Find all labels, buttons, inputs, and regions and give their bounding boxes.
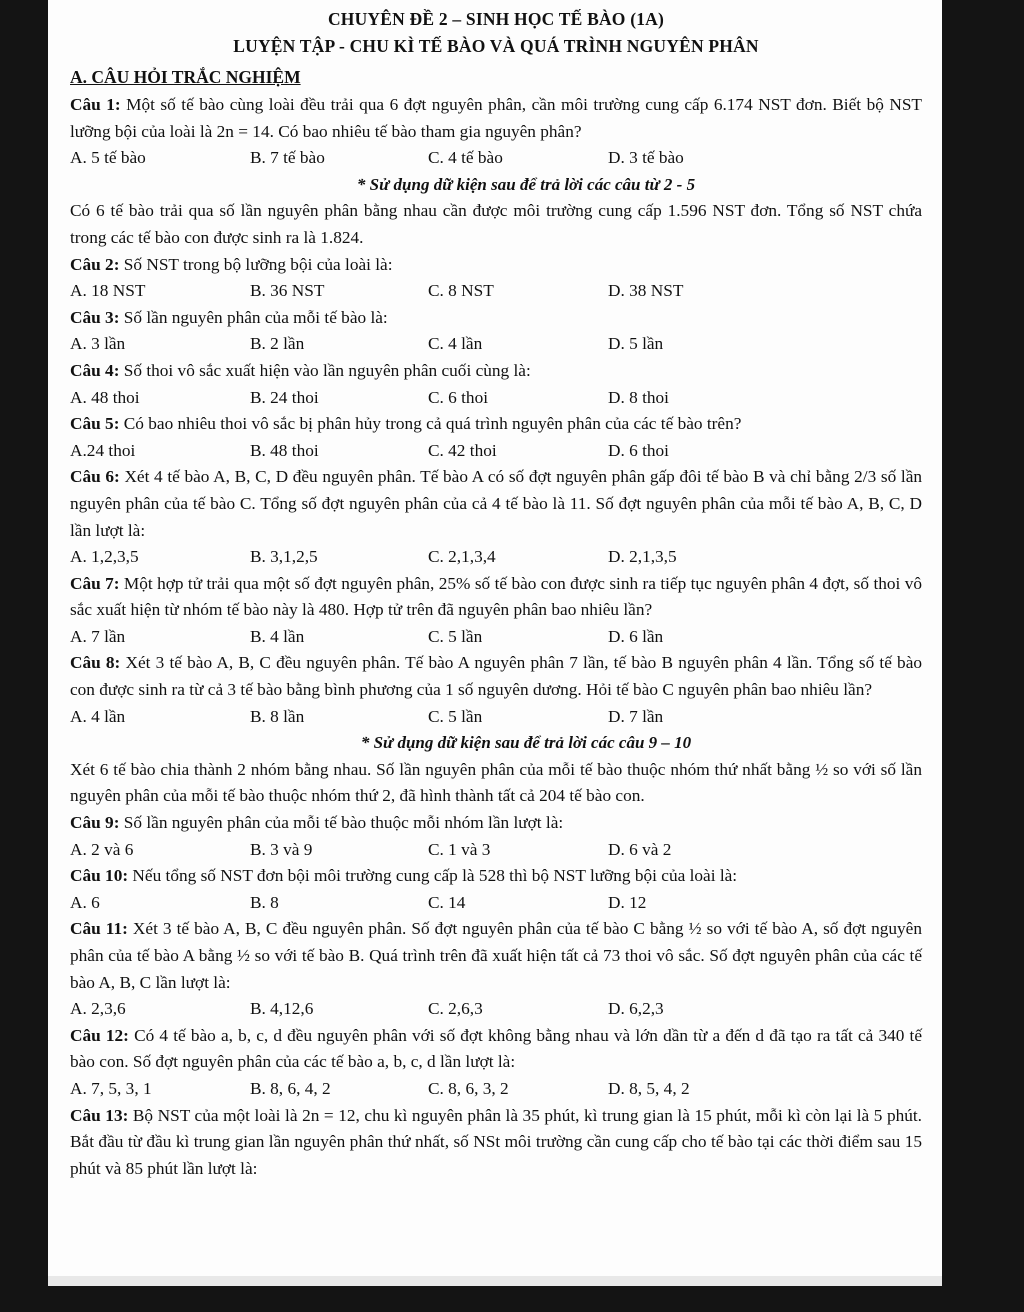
option-c: C. 4 tế bào xyxy=(428,148,503,168)
question-8: Câu 8: Xét 3 tế bào A, B, C đều nguyên phân. Tế bào A nguyên phân 7 lần, tế bào B nguyên phân 4 lần. Tổng số tế bào con được sinh ra từ cả 3 tế bào bằng bình phương của 1 số nguyên dương. Hỏi tế bào C nguyên phân bao nhiêu lần? xyxy=(70,653,923,700)
question-12-options xyxy=(70,1076,922,1103)
question-7-options xyxy=(70,624,922,651)
question-5: Câu 5: Có bao nhiêu thoi vô sắc bị phân hủy trong cả quá trình nguyên phân của các tế bào trên? xyxy=(70,414,742,434)
option-b: B. 24 thoi xyxy=(250,387,319,407)
option-c: C. 2,1,3,4 xyxy=(428,547,496,567)
option-a: A. 7, 5, 3, 1 xyxy=(70,1078,152,1098)
option-d: D. 12 xyxy=(608,892,647,912)
option-d: D. 6 lần xyxy=(608,626,664,646)
option-a: A. 5 tế bào xyxy=(70,148,146,168)
question-3: Câu 3: Số lần nguyên phân của mỗi tế bào là: xyxy=(70,307,388,327)
question-4-options xyxy=(70,385,922,412)
option-d: D. 38 NST xyxy=(608,281,684,301)
page-bottom-edge xyxy=(48,1276,942,1286)
option-a: A.24 thoi xyxy=(70,440,136,460)
option-b: B. 4,12,6 xyxy=(250,999,314,1019)
question-1: Câu 1: Một số tế bào cùng loài đều trải qua 6 đợt nguyên phân, cần môi trường cung cấp 6.174 NST đơn. Biết bộ NST lưỡng bội của loài là 2n = 14. Có bao nhiêu tế bào tham gia nguyên phân? xyxy=(70,95,922,141)
option-d: D. 5 lần xyxy=(608,334,664,354)
option-b: B. 8 xyxy=(250,892,279,912)
option-b: B. 4 lần xyxy=(250,626,305,646)
option-d: D. 8 thoi xyxy=(608,387,669,407)
document-page xyxy=(48,0,942,1286)
question-4: Câu 4: Số thoi vô sắc xuất hiện vào lần nguyên phân cuối cùng là: xyxy=(70,360,531,380)
document-title-line2: LUYỆN TẬP - CHU KÌ TẾ BÀO VÀ QUÁ TRÌNH NGUYÊN PHÂN xyxy=(233,36,759,56)
option-c: C. 1 và 3 xyxy=(428,839,491,859)
option-a: A. 2 và 6 xyxy=(70,839,134,859)
data-note-1: * Sử dụng dữ kiện sau để trả lời các câu từ 2 - 5 xyxy=(356,174,696,194)
option-d: D. 8, 5, 4, 2 xyxy=(608,1078,690,1098)
option-b: B. 7 tế bào xyxy=(250,148,325,168)
question-5-options xyxy=(70,438,922,465)
question-9-options xyxy=(70,837,922,864)
option-c: C. 4 lần xyxy=(428,334,483,354)
option-c: C. 5 lần xyxy=(428,706,483,726)
option-c: C. 14 xyxy=(428,892,466,912)
question-2: Câu 2: Số NST trong bộ lưỡng bội của loài là: xyxy=(70,254,393,274)
option-b: B. 3 và 9 xyxy=(250,839,313,859)
option-d: D. 6 và 2 xyxy=(608,839,672,859)
section-heading: A. CÂU HỎI TRẮC NGHIỆM xyxy=(70,67,301,87)
option-d: D. 6 thoi xyxy=(608,440,669,460)
question-6-options xyxy=(70,544,922,571)
option-b: B. 2 lần xyxy=(250,334,305,354)
option-d: D. 6,2,3 xyxy=(608,999,664,1019)
question-3-options xyxy=(70,331,922,358)
data-note-2: * Sử dụng dữ kiện sau để trả lời các câu 9 – 10 xyxy=(360,733,692,753)
option-a: A. 2,3,6 xyxy=(70,999,126,1019)
question-11-options xyxy=(70,996,922,1023)
option-c: C. 2,6,3 xyxy=(428,999,483,1019)
option-c: C. 6 thoi xyxy=(428,387,489,407)
question-7: Câu 7: Một hợp tử trải qua một số đợt nguyên phân, 25% số tế bào con được sinh ra tiếp tục nguyên phân 4 đợt, số thoi vô sắc xuất hiện từ nhóm tế bào này là 480. Hợp tử trên đã nguyên phân bao nhiêu lần? xyxy=(70,573,922,620)
question-2-options xyxy=(70,278,922,305)
option-a: A. 1,2,3,5 xyxy=(70,547,139,567)
option-c: C. 42 thoi xyxy=(428,440,497,460)
option-b: B. 8, 6, 4, 2 xyxy=(250,1078,331,1098)
question-11: Câu 11: Xét 3 tế bào A, B, C đều nguyên phân. Số đợt nguyên phân của tế bào C bằng ½ so với tế bào A, số đợt nguyên phân của tế bào A bằng ½ so với tế bào B. Quá trình trên đã xuất hiện tất cả 73 thoi vô sắc. Số đợt nguyên phân của các tế bào A, B, C lần lượt là: xyxy=(70,919,922,992)
option-b: B. 48 thoi xyxy=(250,440,319,460)
question-1-options xyxy=(70,145,922,172)
question-9: Câu 9: Số lần nguyên phân của mỗi tế bào thuộc mỗi nhóm lần lượt là: xyxy=(70,813,564,833)
question-12: Câu 12: Có 4 tế bào a, b, c, d đều nguyên phân với số đợt không bằng nhau và lớn dần từ a đến d đã tạo ra tất cả 340 tế bào con. Số đợt nguyên phân của các tế bào a, b, c, d lần lượt là: xyxy=(70,1025,923,1072)
question-10: Câu 10: Nếu tổng số NST đơn bội môi trường cung cấp là 528 thì bộ NST lưỡng bội của loài là: xyxy=(70,866,738,886)
option-b: B. 36 NST xyxy=(250,281,325,301)
option-d: D. 2,1,3,5 xyxy=(608,547,677,567)
data-note-1-text: Có 6 tế bào trải qua số lần nguyên phân bằng nhau cần được môi trường cung cấp 1.596 NST đơn. Tổng số NST chứa trong các tế bào con được sinh ra là 1.824. xyxy=(70,201,922,247)
data-note-2-text: Xét 6 tế bào chia thành 2 nhóm bằng nhau. Số lần nguyên phân của mỗi tế bào thuộc nhóm thứ nhất bằng ½ so với số lần nguyên phân của mỗi tế bào thuộc nhóm thứ 2, đã hình thành tất cả 204 tế bào con. xyxy=(70,759,922,806)
option-d: D. 7 lần xyxy=(608,706,664,726)
option-c: C. 8, 6, 3, 2 xyxy=(428,1078,509,1098)
option-a: A. 7 lần xyxy=(70,626,126,646)
question-13: Câu 13: Bộ NST của một loài là 2n = 12, chu kì nguyên phân là 35 phút, kì trung gian là 15 phút, mỗi kì còn lại là 5 phút. Bắt đầu từ đầu kì trung gian lần nguyên phân thứ nhất, số NSt môi trường cần cung cấp cho tế bào tại các thời điểm sau 15 phút và 85 phút lần lượt là: xyxy=(70,1105,923,1178)
document-title-line1: CHUYÊN ĐỀ 2 – SINH HỌC TẾ BÀO (1A) xyxy=(327,9,665,29)
option-a: A. 6 xyxy=(70,892,100,912)
option-c: C. 8 NST xyxy=(428,281,494,301)
option-d: D. 3 tế bào xyxy=(608,148,684,168)
question-10-options xyxy=(70,890,922,917)
option-c: C. 5 lần xyxy=(428,626,483,646)
option-a: A. 4 lần xyxy=(70,706,126,726)
option-a: A. 48 thoi xyxy=(70,387,140,407)
question-6: Câu 6: Xét 4 tế bào A, B, C, D đều nguyên phân. Tế bào A có số đợt nguyên phân gấp đôi tế bào B và chỉ bằng 2/3 số lần nguyên phân của tế bào C. Tổng số đợt nguyên phân của cả 4 tế bào là 11. Số đợt nguyên phân của mỗi tế bào A, B, C, D lần lượt là: xyxy=(70,467,922,540)
question-8-options xyxy=(70,704,922,731)
option-b: B. 3,1,2,5 xyxy=(250,547,318,567)
option-b: B. 8 lần xyxy=(250,706,305,726)
option-a: A. 3 lần xyxy=(70,334,126,354)
option-a: A. 18 NST xyxy=(70,281,146,301)
